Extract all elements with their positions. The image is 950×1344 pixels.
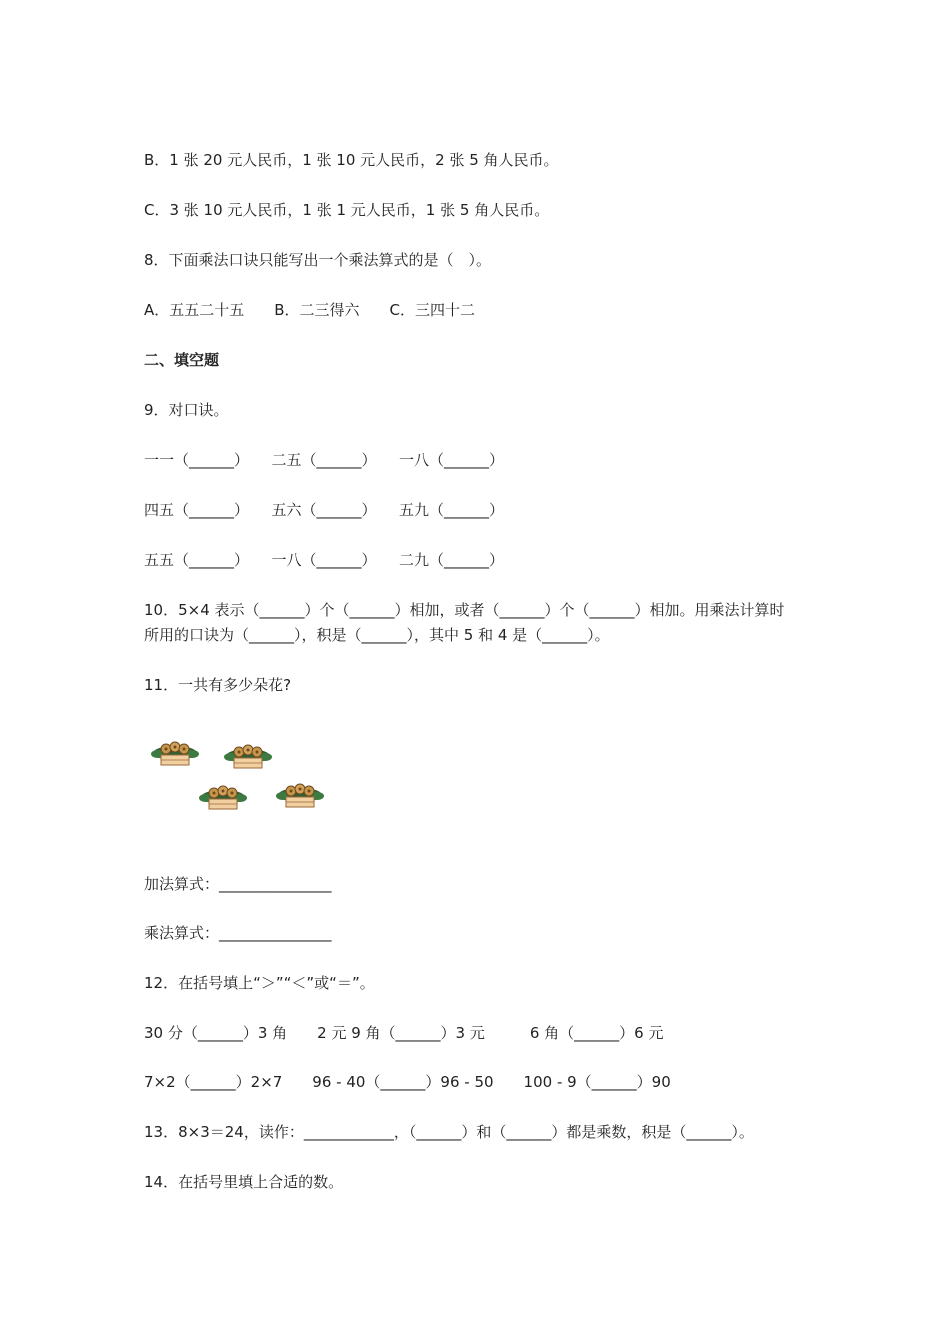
question-10-line-1: 10．5×4 表示（______）个（______）相加，或者（______）个（______）相加。用乘法计算时 <box>144 601 785 619</box>
flower-basket <box>151 742 199 765</box>
question-10-line-2: 所用的口诀为（______），积是（______），其中 5 和 4 是（______）。 <box>144 626 610 644</box>
flower-baskets-illustration <box>144 735 344 825</box>
question-9-row-3: 五五（______） 一八（______） 二九（______） <box>144 551 505 569</box>
question-9-row-1: 一一（______） 二五（______） 一八（______） <box>144 451 505 469</box>
flower-basket <box>224 745 272 768</box>
section-heading: 二、填空题 <box>144 351 220 369</box>
question-12-row-2: 7×2（______）2×7 96 - 40（______）96 - 50 100 - 9（______）90 <box>144 1073 671 1091</box>
option-c-text: C．3 张 10 元人民币，1 张 1 元人民币，1 张 5 角人民币。 <box>144 201 550 219</box>
question-8-options: A．五五二十五 B．二三得六 C．三四十二 <box>144 301 476 319</box>
question-9-row-2: 四五（______） 五六（______） 五九（______） <box>144 501 505 519</box>
flower-basket <box>276 784 324 807</box>
addition-expression: 加法算式：_______________ <box>144 875 332 893</box>
question-9: 9．对口诀。 <box>144 401 229 419</box>
question-13: 13．8×3＝24，读作：____________，（______）和（______）都是乘数，积是（______）。 <box>144 1123 754 1141</box>
option-b-text: B．1 张 20 元人民币，1 张 10 元人民币，2 张 5 角人民币。 <box>144 151 559 169</box>
question-11: 11．一共有多少朵花? <box>144 676 292 694</box>
flower-basket <box>199 786 247 809</box>
question-12-row-1: 30 分（______）3 角 2 元 9 角（______）3 元 6 角（______）6 元 <box>144 1024 664 1042</box>
question-12: 12．在括号填上“＞”“＜”或“＝”。 <box>144 974 375 992</box>
question-14: 14．在括号里填上合适的数。 <box>144 1173 344 1191</box>
question-8: 8．下面乘法口诀只能写出一个乘法算式的是（ ）。 <box>144 251 492 269</box>
multiplication-expression: 乘法算式：_______________ <box>144 924 332 942</box>
